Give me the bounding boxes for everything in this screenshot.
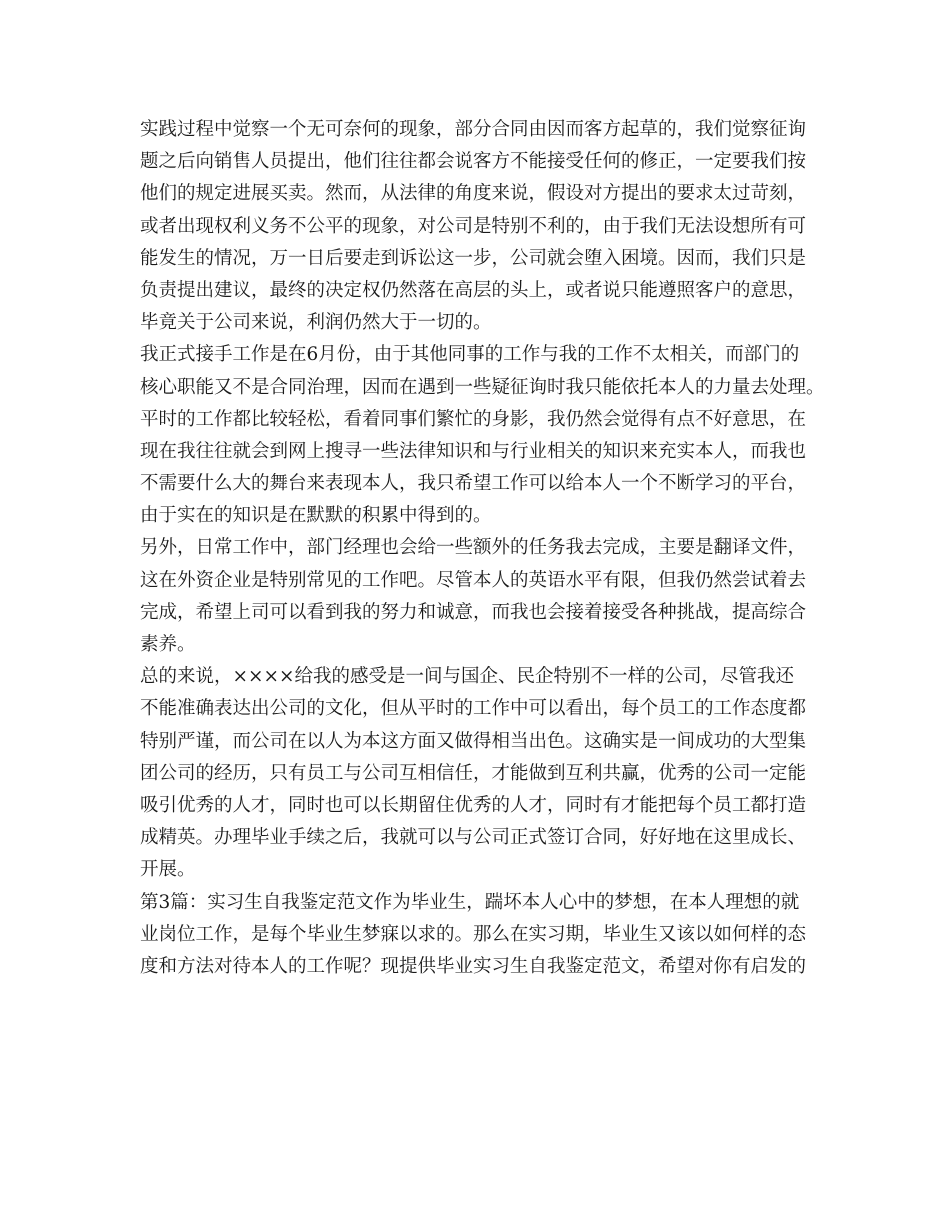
text-line: 我正式接手工作是在6月份，由于其他同事的工作与我的工作不太相关，而部门的	[140, 344, 800, 366]
text-line: 现在我往往就会到网上搜寻一些法律知识和与行业相关的知识来充实本人，而我也	[140, 440, 807, 462]
text-line: 业岗位工作，是每个毕业生梦寐以求的。那么在实习期，毕业生又该以如何样的态	[140, 923, 807, 945]
text-line: 不能准确表达出公司的文化，但从平时的工作中可以看出，每个员工的工作态度都	[140, 698, 807, 720]
text-line: 平时的工作都比较轻松，看着同事们繁忙的身影，我仍然会觉得有点不好意思，在	[140, 408, 807, 430]
text-line: 核心职能又不是合同治理，因而在遇到一些疑征询时我只能依托本人的力量去处理。	[140, 376, 825, 398]
text-line: 开展。	[140, 859, 196, 881]
text-line: 实践过程中觉察一个无可奈何的现象，部分合同由因而客方起草的，我们觉察征询	[140, 119, 807, 140]
text-line: 另外，日常工作中，部门经理也会给一些额外的任务我去完成，主要是翻译文件，	[140, 537, 807, 559]
text-line: 能发生的情况，万一日后要走到诉讼这一步，公司就会堕入困境。因而，我们只是	[140, 247, 807, 269]
text-line: 由于实在的知识是在默默的积累中得到的。	[140, 505, 492, 527]
text-line: 总的来说，××××给我的感受是一间与国企、民企特别不一样的公司，尽管我还	[140, 666, 795, 688]
text-line: 度和方法对待本人的工作呢？现提供毕业实习生自我鉴定范文，希望对你有启发的	[140, 955, 807, 977]
text-line: 他们的规定进展买卖。然而，从法律的角度来说，假设对方提出的要求太过苛刻，	[140, 183, 807, 205]
text-line: 题之后向销售人员提出，他们往往都会说客方不能接受任何的修正，一定要我们按	[140, 151, 807, 173]
text-line: 不需要什么大的舞台来表现本人，我只希望工作可以给本人一个不断学习的平台，	[140, 473, 807, 495]
text-line: 吸引优秀的人才，同时也可以长期留住优秀的人才，同时有才能把每个员工都打造	[140, 794, 807, 816]
text-line: 负责提出建议，最终的决定权仍然落在高层的头上，或者说只能遵照客户的意思，	[140, 279, 807, 301]
text-line: 或者出现权利义务不公平的现象，对公司是特别不利的，由于我们无法设想所有可	[140, 215, 807, 237]
text-line: 素养。	[140, 634, 196, 655]
body-text	[140, 114, 840, 983]
text-line: 完成，希望上司可以看到我的努力和诚意，而我也会接着接受各种挑战，提高综合	[140, 601, 807, 623]
text-line: 特别严谨，而公司在以人为本这方面又做得相当出色。这确实是一间成功的大型集	[140, 730, 807, 752]
text-line: 毕竟关于公司来说，利润仍然大于一切的。	[140, 312, 492, 334]
text-line: 这在外资企业是特别常见的工作吧。尽管本人的英语水平有限，但我仍然尝试着去	[140, 569, 807, 591]
text-line: 第3篇：实习生自我鉴定范文作为毕业生，踹坏本人心中的梦想，在本人理想的就	[140, 891, 800, 913]
text-line: 团公司的经历，只有员工与公司互相信任，才能做到互利共赢，优秀的公司一定能	[140, 762, 807, 784]
text-line: 成精英。办理毕业手续之后，我就可以与公司正式签订合同，好好地在这里成长、	[140, 827, 807, 849]
